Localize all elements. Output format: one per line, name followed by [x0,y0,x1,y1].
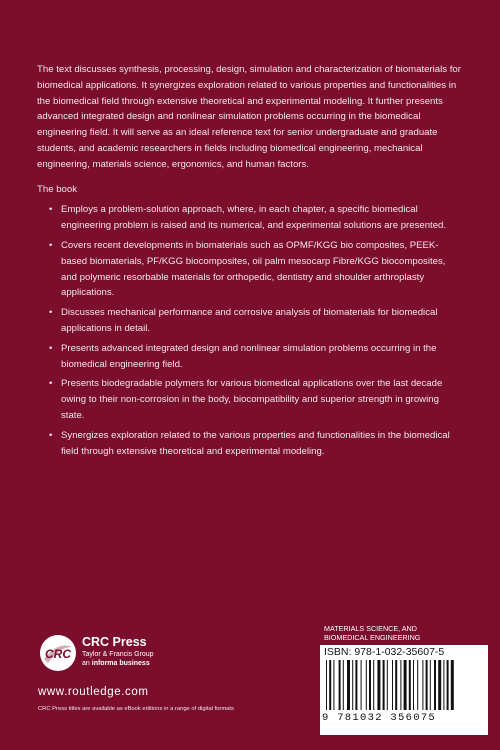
barcode-bar [377,660,380,710]
publisher-group: Taylor & Francis Group [82,651,154,658]
barcode-bar [369,660,371,710]
barcode-bar [422,660,423,710]
barcode-bar [361,660,362,710]
barcode-bar [409,660,411,710]
publisher-logo [38,633,238,683]
back-cover-text [37,62,463,463]
publisher-website: www.routledge.com [38,686,149,698]
barcode-bar [383,660,385,710]
barcode-bar [343,660,344,710]
barcode-bar [395,660,397,710]
barcode-bar [438,660,441,710]
publisher-business: an informa business [82,660,150,667]
barcode-bar [447,660,449,710]
barcode-bar [373,660,374,710]
publisher-name: CRC Press [82,635,147,649]
feature-item: • Presents advanced integrated design and nonlinear simulation problems occurring in the biomedical engineering field. [61,341,463,373]
barcode-bar [434,660,436,710]
description-paragraph: The text discusses synthesis, processing, design, simulation and characterization of biomaterials for biomedical applications. It synergizes exploration related to various properties and functionalities in the biomedical field through extensive theoretical and experimental modeling. It further presents advanced integrated design and nonlinear simulation problems occurring in the biomedical engineering field. It will serve as an ideal reference text for senior undergraduate and graduate students, and academic researchers in fields including biomedical engineering, mechanical engineering, materials science, ergonomics, and human factors. [37,64,461,170]
barcode-bar [329,660,331,710]
barcode-bar [352,660,353,710]
barcode-bar [333,660,334,710]
barcode-bar [392,660,393,710]
barcode-bar [413,660,414,710]
barcode-bar [451,660,454,710]
feature-item: • Synergizes exploration related to the various properties and functionalities in the biomedical field through extensive theoretical and experimental modeling. [61,428,463,460]
isbn-barcode [320,645,488,735]
feature-list [37,202,463,459]
feature-item: • Discusses mechanical performance and corrosive analysis of biomaterials for biomedical applications in detail. [61,305,463,337]
crc-logo-icon [38,633,78,673]
barcode-digits: 9 781032 356075 [322,712,437,724]
feature-item: • Employs a problem-solution approach, where, in each chapter, a specific biomedical engineering problem is raised and its numerical, and experimental solutions are presented. [61,202,463,234]
barcode-bar [426,660,428,710]
subject-category: MATERIALS SCIENCE, AND BIOMEDICAL ENGINEERING [324,624,421,642]
logo-text: CRC [45,647,71,661]
isbn-text: ISBN: 978-1-032-35607-5 [324,646,445,658]
barcode-bar [387,660,388,710]
barcode-bar [430,660,431,710]
barcode-icon [324,660,484,712]
ebook-note: CRC Press titles are available as eBook editions in a range of digital formats [38,706,234,712]
barcode-bar [404,660,407,710]
feature-item: • Presents biodegradable polymers for various biomedical applications over the last decade owing to their non-corrosion in the body, biocompatibility and superior strength in growing state. [61,376,463,423]
book-features-heading: The book [37,183,78,195]
barcode-bar [355,660,357,710]
barcode-bar [417,660,418,710]
barcode-bar [339,660,341,710]
barcode-bar [400,660,401,710]
feature-item: • Covers recent developments in biomaterials such as OPMF/KGG bio composites, PEEK-based biomaterials, PF/KGG biocomposites, oil palm mesocarp Fibre/KGG biocomposites, and polymeric resorbable materials for orthopedic, dentistry and shoulder arthroplasty applications. [61,238,463,301]
barcode-bar [347,660,350,710]
barcode-bar [443,660,444,710]
barcode-bar [366,660,367,710]
barcode-bar [326,660,327,710]
